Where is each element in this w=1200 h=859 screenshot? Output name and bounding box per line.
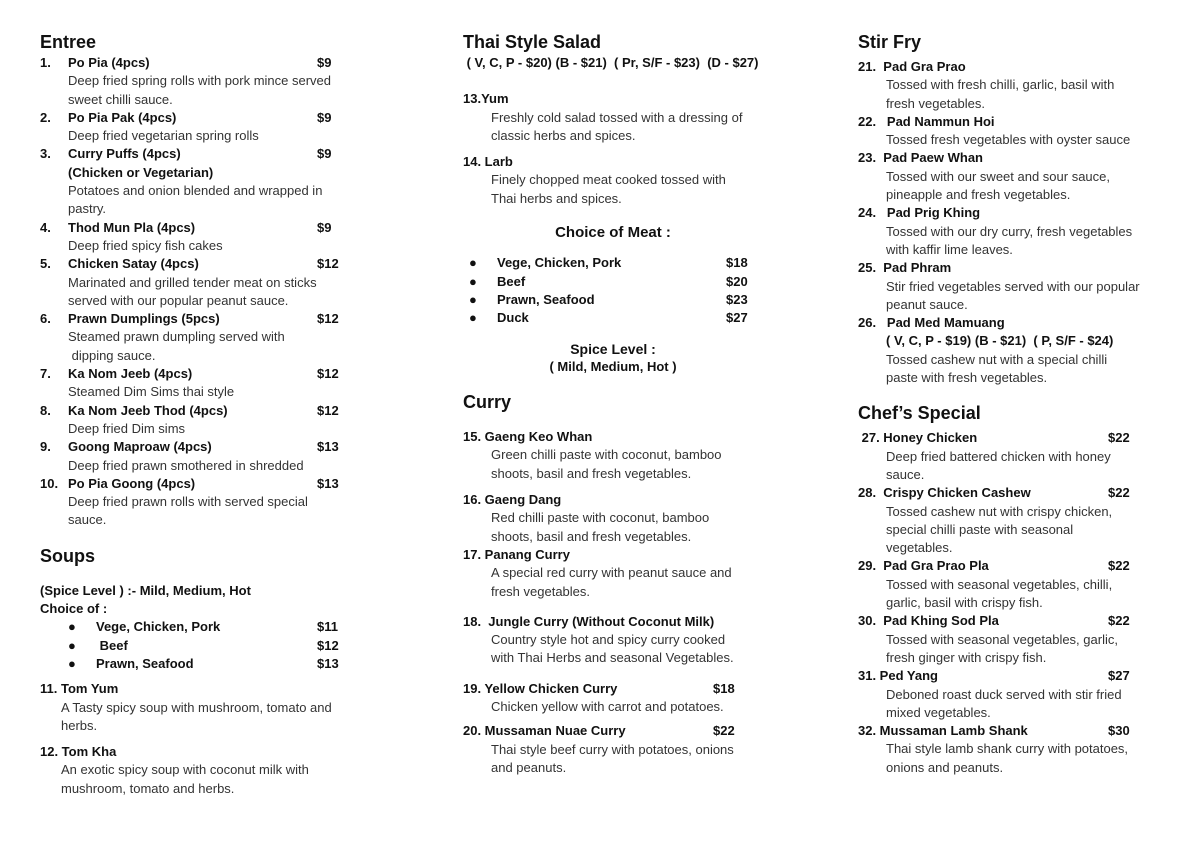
- menu-item: [40, 438, 370, 475]
- spice-levels: ( Mild, Medium, Hot ): [549, 358, 677, 374]
- menu-item-price: $22: [713, 723, 735, 739]
- salad-heading: Thai Style Salad: [463, 32, 602, 52]
- menu-item-name: 27. Honey Chicken: [858, 430, 978, 446]
- menu-item-title: [463, 428, 783, 446]
- price-option-price: $23: [726, 291, 748, 307]
- menu-item-name: 20. Mussaman Nuae Curry: [463, 723, 626, 739]
- menu-item-title: [40, 365, 370, 383]
- menu-item-title: [858, 557, 1168, 575]
- menu-item-description: pastry.: [68, 201, 107, 217]
- menu-item-description: Thai herbs and spices.: [491, 190, 622, 206]
- menu-item: [40, 219, 370, 256]
- bullet-icon: ●: [469, 255, 477, 271]
- menu-item-price: $12: [317, 311, 339, 327]
- menu-item-number: 3.: [40, 146, 51, 162]
- price-option-label: Prawn, Seafood: [96, 655, 194, 671]
- price-option-price: $13: [317, 655, 339, 671]
- stirfry-heading: Stir Fry: [858, 32, 922, 52]
- menu-item-name: 24. Pad Prig Khing: [858, 205, 981, 221]
- soup-items: [40, 680, 370, 798]
- menu-item-description: sweet chilli sauce.: [68, 91, 173, 107]
- menu-item-description: special chilli paste with seasonal: [886, 521, 1074, 537]
- menu-item-description: Tossed with our sweet and sour sauce,: [886, 168, 1111, 184]
- menu-item: [40, 54, 370, 109]
- stirfry-items: [858, 58, 1168, 387]
- menu-item-price: $22: [1108, 558, 1130, 574]
- menu-item-description: sauce.: [68, 512, 107, 528]
- menu-item-name: 30. Pad Khing Sod Pla: [858, 613, 999, 629]
- menu-item: [858, 259, 1168, 314]
- menu-item-description: Tossed with seasonal vegetables, chilli,: [886, 576, 1113, 592]
- menu-item-name: 26. Pad Med Mamuang: [858, 315, 1005, 331]
- menu-item-description: pineapple and fresh vegetables.: [886, 187, 1071, 203]
- menu-item: [463, 613, 783, 668]
- menu-item-title: [40, 310, 370, 328]
- menu-item: [858, 667, 1168, 722]
- menu-item-price: $9: [317, 146, 332, 162]
- menu-item-description: with Thai Herbs and seasonal Vegetables.: [491, 650, 734, 666]
- soups-section: [40, 544, 370, 798]
- menu-item-number: 10.: [40, 475, 59, 491]
- menu-item: [858, 149, 1168, 204]
- bullet-icon: ●: [68, 655, 76, 671]
- menu-item-price: $22: [1108, 430, 1130, 446]
- price-option-label: Beef: [497, 273, 526, 289]
- price-option-price: $20: [726, 273, 748, 289]
- menu-item-description: Deep fried vegetarian spring rolls: [68, 128, 259, 144]
- menu-item-description: fresh vegetables.: [886, 95, 986, 111]
- menu-item-price: $13: [317, 475, 339, 491]
- menu-item: [463, 90, 783, 145]
- entree-list: [40, 54, 370, 530]
- menu-item-description: An exotic spicy soup with coconut milk with: [61, 762, 309, 778]
- salad-section: [463, 30, 783, 376]
- menu-item-name: 15. Gaeng Keo Whan: [463, 429, 593, 445]
- price-option-label: Beef: [96, 637, 128, 653]
- menu-item-description: Stir fried vegetables served with our popular: [886, 278, 1140, 294]
- menu-item-number: 8.: [40, 402, 51, 418]
- menu-item-description: Steamed prawn dumpling served with: [68, 329, 285, 345]
- menu-item: [858, 113, 1168, 150]
- price-option-label: Vege, Chicken, Pork: [96, 619, 221, 635]
- menu-item-title: [858, 113, 1168, 131]
- menu-item-price: $9: [317, 219, 332, 235]
- menu-item-description: Tossed with our dry curry, fresh vegetables: [886, 223, 1133, 239]
- menu-item-title: [858, 612, 1168, 630]
- menu-item-description: Green chilli paste with coconut, bamboo: [491, 447, 722, 463]
- menu-item-description: Freshly cold salad tossed with a dressing of: [491, 109, 743, 125]
- menu-item-title: [463, 613, 783, 631]
- bullet-icon: ●: [68, 619, 76, 635]
- column-left: [40, 30, 370, 812]
- curry-section: [463, 390, 783, 777]
- price-option: [469, 273, 783, 291]
- menu-item-name: 32. Mussaman Lamb Shank: [858, 723, 1028, 739]
- menu-item-title: [463, 491, 783, 509]
- menu-item-description: paste with fresh vegetables.: [886, 370, 1048, 386]
- menu-item-name: 18. Jungle Curry (Without Coconut Milk): [463, 613, 715, 629]
- entree-heading: Entree: [40, 32, 97, 52]
- price-option-price: $18: [726, 255, 748, 271]
- menu-item-name: Thod Mun Pla (4pcs): [68, 219, 196, 235]
- menu-item: [858, 204, 1168, 259]
- price-option-label: Vege, Chicken, Pork: [497, 255, 622, 271]
- menu-item-name: Po Pia Pak (4pcs): [68, 109, 177, 125]
- menu-item-title: [40, 402, 370, 420]
- menu-item-description: Deep fried battered chicken with honey: [886, 448, 1111, 464]
- menu-item: [858, 429, 1168, 484]
- chef-section: [858, 401, 1168, 777]
- menu-item-description: A Tasty spicy soup with mushroom, tomato and: [61, 699, 332, 715]
- menu-item-number: 1.: [40, 55, 51, 70]
- menu-item-title: [858, 58, 1168, 76]
- menu-item-description: Tossed cashew nut with crispy chicken,: [886, 503, 1113, 519]
- menu-item-description: fresh vegetables.: [491, 583, 591, 599]
- menu-item-title: [858, 259, 1168, 277]
- price-option-label: Duck: [497, 310, 529, 326]
- price-option-price: $27: [726, 310, 748, 326]
- menu-item-number: 2.: [40, 109, 51, 125]
- menu-item-description: Finely chopped meat cooked tossed with: [491, 172, 726, 188]
- menu-item: [858, 314, 1168, 387]
- meat-heading: Choice of Meat :: [555, 224, 671, 242]
- menu-item-description: Deep fried prawn rolls with served special: [68, 494, 308, 510]
- menu-item-title: [40, 438, 370, 456]
- menu-item-description: dipping sauce.: [68, 347, 156, 363]
- menu-item-name: 22. Pad Nammun Hoi: [858, 113, 995, 129]
- menu-item: [40, 310, 370, 365]
- menu-item-title: [858, 149, 1168, 167]
- menu-item-price: $18: [713, 680, 735, 696]
- menu-item-title: [40, 475, 370, 493]
- soup-options: [40, 618, 370, 673]
- menu-item-name: 31. Ped Yang: [858, 668, 938, 684]
- menu-item: [40, 402, 370, 439]
- menu-item-title: [463, 90, 783, 108]
- menu-item-description: onions and peanuts.: [886, 759, 1004, 775]
- menu-item: [463, 722, 783, 777]
- menu-item-name: Chicken Satay (4pcs): [68, 256, 199, 272]
- menu-item-description: and peanuts.: [491, 759, 567, 775]
- menu-item: [40, 680, 370, 735]
- menu-item-name: Curry Puffs (4pcs): [68, 146, 181, 162]
- menu-item-name: Ka Nom Jeeb (4pcs): [68, 366, 193, 382]
- menu-item-price: $30: [1108, 723, 1130, 739]
- price-option: [68, 618, 370, 636]
- menu-item: [858, 557, 1168, 612]
- menu-item-price: $27: [1108, 668, 1130, 684]
- menu-item-description: Potatoes and onion blended and wrapped in: [68, 183, 323, 199]
- bullet-icon: ●: [469, 291, 477, 307]
- menu-item: [858, 612, 1168, 667]
- menu-item-description: garlic, basil with crispy fish.: [886, 595, 1043, 611]
- menu-item: [40, 255, 370, 310]
- menu-item-name: Po Pia (4pcs): [68, 55, 150, 70]
- menu-item-title: [40, 743, 370, 761]
- menu-item-name: 21. Pad Gra Prao: [858, 59, 966, 74]
- menu-item-price: $13: [317, 439, 339, 455]
- menu-item-title: [858, 722, 1168, 740]
- price-option: [469, 254, 783, 272]
- menu-item-number: 9.: [40, 439, 51, 455]
- menu-item: [40, 145, 370, 218]
- menu-item-number: 7.: [40, 366, 51, 382]
- menu-item-title: [858, 429, 1168, 447]
- menu-item-description: sauce.: [886, 466, 925, 482]
- menu-item: [463, 428, 783, 483]
- menu-item-title: [858, 484, 1168, 502]
- menu-item-name: Ka Nom Jeeb Thod (4pcs): [68, 402, 228, 418]
- column-middle: [463, 30, 783, 791]
- salad-prices: ( V, C, P - $20) (B - $21) ( Pr, S/F - $23) (D - $27): [463, 55, 759, 70]
- menu-item-description: shoots, basil and fresh vegetables.: [491, 465, 692, 481]
- menu-item-number: 5.: [40, 256, 51, 272]
- menu-item-price: $22: [1108, 613, 1130, 629]
- menu-item: [40, 109, 370, 146]
- menu-item-description: Tossed cashew nut with a special chilli: [886, 351, 1108, 367]
- menu-item-name: Prawn Dumplings (5pcs): [68, 311, 220, 327]
- menu-item-name: 12. Tom Kha: [40, 744, 117, 760]
- menu-item-description: Tossed with fresh chilli, garlic, basil with: [886, 77, 1115, 93]
- menu-item-title: [463, 153, 783, 171]
- menu-item-description: with kaffir lime leaves.: [886, 241, 1013, 257]
- price-option: [469, 309, 783, 327]
- entree-section: [40, 30, 370, 530]
- menu-item-title: [463, 722, 783, 740]
- menu-item-title: [40, 109, 370, 127]
- menu-item: [463, 491, 783, 546]
- menu-item-description: herbs.: [61, 717, 98, 733]
- menu-item-description: served with our popular peanut sauce.: [68, 292, 289, 308]
- price-option: [469, 291, 783, 309]
- menu-item: [463, 680, 783, 717]
- menu-item-description: Deep fried spicy fish cakes: [68, 237, 223, 253]
- menu-item-title: [40, 255, 370, 273]
- menu-item: [40, 743, 370, 798]
- menu-item: [858, 58, 1168, 113]
- stirfry-section: [858, 30, 1168, 387]
- menu-item-title: [40, 145, 370, 163]
- menu-item-description: shoots, basil and fresh vegetables.: [491, 528, 692, 544]
- menu-item-title: [858, 667, 1168, 685]
- menu-item-subtitle: (Chicken or Vegetarian): [68, 164, 214, 180]
- menu-item-description: mushroom, tomato and herbs.: [61, 780, 235, 796]
- meat-options: [463, 254, 783, 327]
- menu-item-title: [40, 54, 370, 72]
- menu-item-price: $12: [317, 256, 339, 272]
- spice-heading: Spice Level :: [570, 340, 656, 357]
- curry-heading: Curry: [463, 392, 512, 413]
- menu-item-name: 29. Pad Gra Prao Pla: [858, 558, 989, 574]
- menu-item: [40, 475, 370, 530]
- menu-item-subtitle: ( V, C, P - $19) (B - $21) ( P, S/F - $24): [886, 333, 1114, 349]
- soups-choice-label: Choice of :: [40, 601, 108, 617]
- soups-heading: Soups: [40, 545, 96, 566]
- menu-item-title: [858, 314, 1168, 332]
- chef-items: [858, 429, 1168, 777]
- menu-item-description: Tossed fresh vegetables with oyster sauce: [886, 132, 1131, 148]
- menu-item-description: Country style hot and spicy curry cooked: [491, 632, 726, 648]
- menu-item-description: Deep fried spring rolls with pork mince served: [68, 73, 331, 89]
- menu-item-description: fresh ginger with crispy fish.: [886, 649, 1047, 665]
- bullet-icon: ●: [469, 310, 477, 326]
- menu-item-title: [463, 680, 783, 698]
- menu-item-title: [40, 219, 370, 237]
- menu-item-description: Marinated and grilled tender meat on sticks: [68, 274, 317, 290]
- menu-item-description: Chicken yellow with carrot and potatoes.: [491, 699, 724, 715]
- menu-item-title: [463, 546, 783, 564]
- price-option-price: $11: [317, 619, 338, 635]
- price-option-price: $12: [317, 637, 339, 653]
- price-option-label: Prawn, Seafood: [497, 291, 595, 307]
- menu-item-price: $9: [317, 109, 332, 125]
- menu-item-name: 17. Panang Curry: [463, 546, 570, 562]
- menu-item-price: $9: [317, 55, 332, 70]
- menu-item-description: Thai style beef curry with potatoes, onions: [491, 741, 734, 757]
- menu-item-description: peanut sauce.: [886, 296, 968, 312]
- menu-item-description: Steamed Dim Sims thai style: [68, 384, 235, 400]
- price-option: [68, 637, 370, 655]
- soups-spice-level: (Spice Level ) :- Mild, Medium, Hot: [40, 582, 251, 598]
- menu-item-name: 23. Pad Paew Whan: [858, 150, 983, 166]
- menu-item-name: 19. Yellow Chicken Curry: [463, 680, 618, 696]
- menu-item-price: $12: [317, 402, 339, 418]
- menu-item: [858, 722, 1168, 777]
- menu-item-name: 13.Yum: [463, 91, 509, 107]
- bullet-icon: ●: [469, 273, 477, 289]
- menu-item-description: vegetables.: [886, 540, 953, 556]
- menu-item: [40, 365, 370, 402]
- column-right: [858, 30, 1168, 791]
- menu-item-price: $22: [1108, 485, 1130, 501]
- menu-item-number: 6.: [40, 311, 51, 327]
- menu-item-name: 16. Gaeng Dang: [463, 492, 562, 508]
- curry-items: [463, 428, 783, 777]
- menu-item-description: mixed vegetables.: [886, 704, 991, 720]
- menu-item-description: Deboned roast duck served with stir fried: [886, 686, 1122, 702]
- menu-item-description: Red chilli paste with coconut, bamboo: [491, 510, 710, 526]
- menu-item-price: $12: [317, 366, 339, 382]
- menu-item-name: 14. Larb: [463, 154, 513, 170]
- menu-item-name: Po Pia Goong (4pcs): [68, 475, 196, 491]
- menu-item-description: classic herbs and spices.: [491, 127, 636, 143]
- menu-item-number: 4.: [40, 219, 51, 235]
- menu-item-title: [858, 204, 1168, 222]
- menu-item-description: A special red curry with peanut sauce and: [491, 565, 732, 581]
- menu-item-description: Tossed with seasonal vegetables, garlic,: [886, 631, 1118, 647]
- menu-item-name: 25. Pad Phram: [858, 260, 952, 276]
- menu-item-name: 28. Crispy Chicken Cashew: [858, 485, 1031, 501]
- menu-item-name: Goong Maproaw (4pcs): [68, 439, 212, 455]
- menu-item: [463, 153, 783, 208]
- menu-item: [463, 546, 783, 601]
- menu-item-name: 11. Tom Yum: [40, 681, 119, 697]
- salad-items: [463, 90, 783, 208]
- price-option: [68, 655, 370, 673]
- menu-item-title: [40, 680, 370, 698]
- bullet-icon: ●: [68, 637, 76, 653]
- menu-item: [858, 484, 1168, 557]
- menu-item-description: Deep fried Dim sims: [68, 420, 186, 436]
- menu-item-description: Deep fried prawn smothered in shredded: [68, 457, 304, 473]
- chef-heading: Chef’s Special: [858, 403, 981, 424]
- menu-item-description: Thai style lamb shank curry with potatoes,: [886, 741, 1129, 757]
